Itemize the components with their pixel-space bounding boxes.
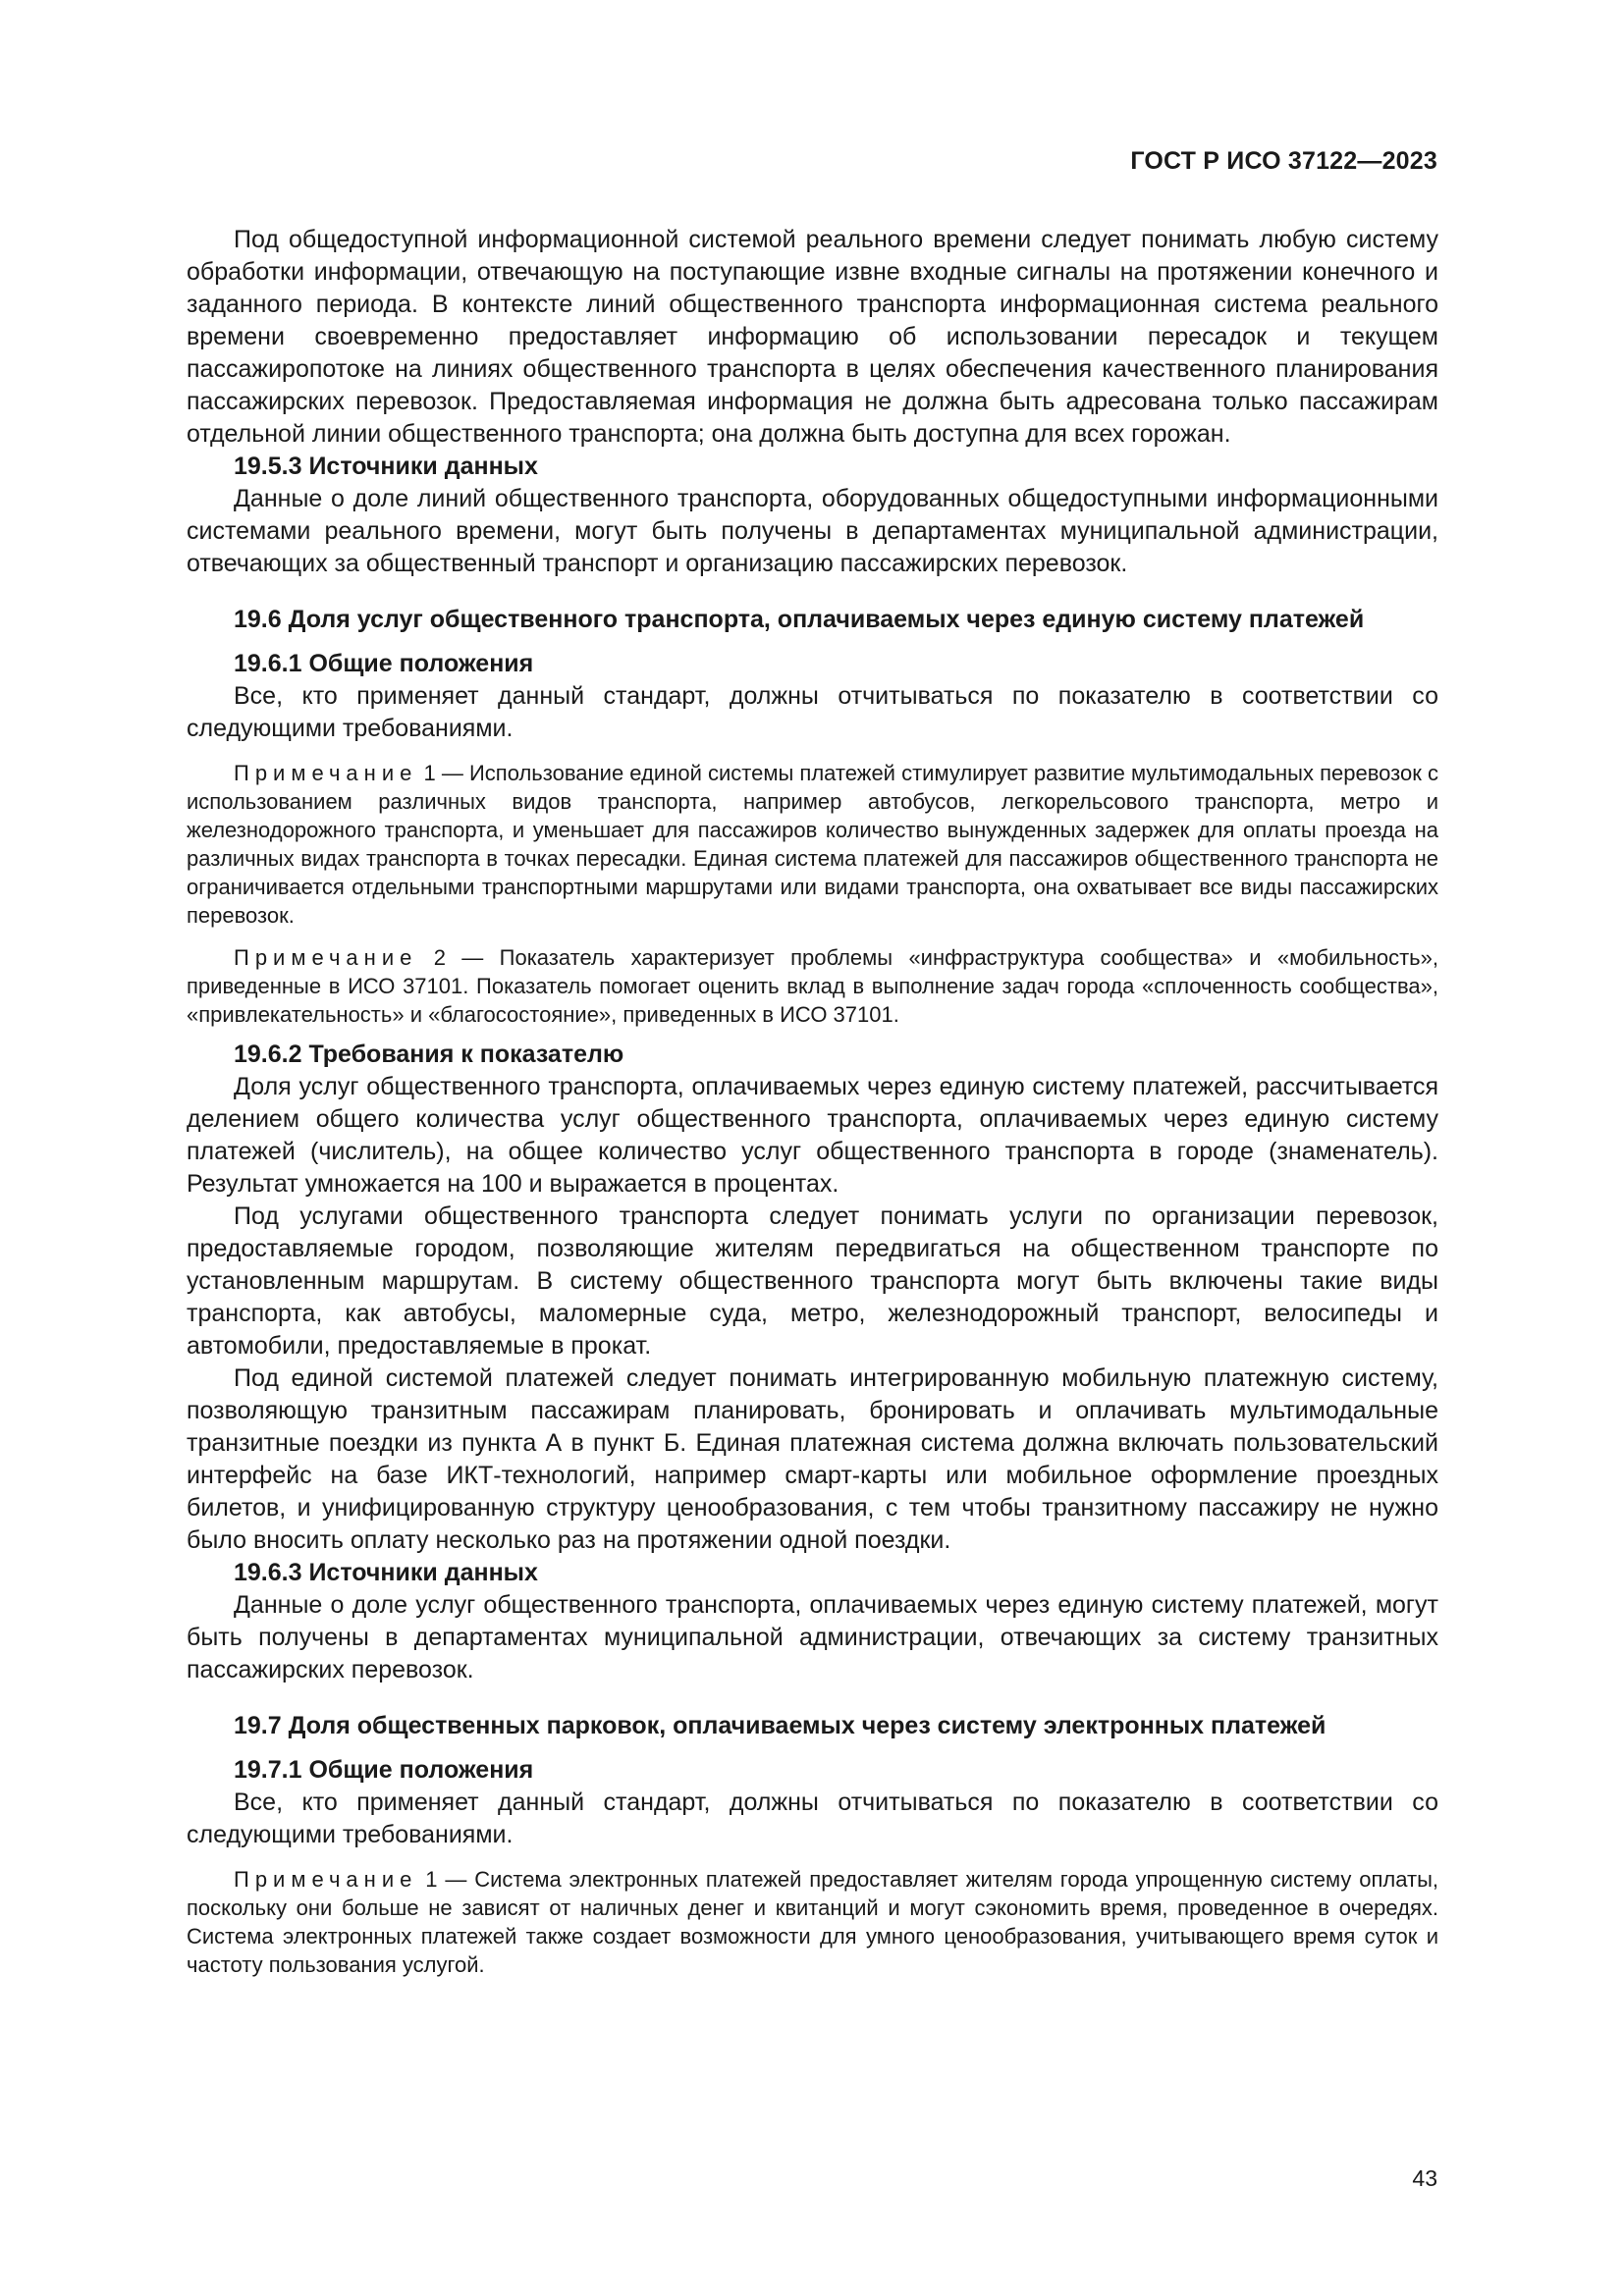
paragraph-19-6-3: Данные о доле услуг общественного транспорта, оплачиваемых через единую систему платежей, могут быть получены в департаментах муниципальной администрации, отвечающих за систему транзитных пассажирских перевозок.: [187, 1591, 1438, 1683]
paragraph-19-6-2-b: Под услугами общественного транспорта следует понимать услуги по организации перевозок, предоставляемые городом, позволяющие жителям передвигаться на общественном транспорте по установленным маршрутам. В систему общественного транспорта могут быть включены такие виды транспорта, как автобусы, маломерные суда, метро, железнодорожный транспорт, велосипеды и автомобили, предоставляемые в прокат.: [187, 1202, 1438, 1360]
heading-19-6-3: 19.6.3 Источники данных: [234, 1559, 538, 1586]
page-content: [187, 224, 1438, 1979]
note-label: Примечание: [234, 761, 418, 785]
note-text: 1 — Использование единой системы платежей стимулирует развитие мультимодальных перевозок с использованием различных видов транспорта, например автобусов, легкорельсового транспорта, метро и железнодорожного транспорта, и уменьшает для пассажиров количество вынужденных задержек для оплаты проезда на различных видах транспорта в точках пересадки. Единая система платежей для пассажиров общественного транспорта не ограничивается отдельными транспортными маршрутами или видами транспорта, она охватывает все виды пассажирских перевозок.: [187, 761, 1438, 928]
heading-19-7: 19.7 Доля общественных парковок, оплачиваемых через систему электронных платежей: [234, 1712, 1326, 1739]
paragraph-19-5-3: Данные о доле линий общественного транспорта, оборудованных общедоступными информационными системами реального времени, могут быть получены в департаментах муниципальной администрации, отвечающих за общественный транспорт и организацию пассажирских перевозок.: [187, 485, 1438, 577]
note-19-6-1-1: [187, 759, 1438, 930]
heading-19-6-2: 19.6.2 Требования к показателю: [234, 1041, 624, 1068]
paragraph-19-6-1: Все, кто применяет данный стандарт, должны отчитываться по показателю в соответствии со следующими требованиями.: [187, 682, 1438, 742]
paragraph-19-6-2-c: Под единой системой платежей следует понимать интегрированную мобильную платежную систему, позволяющую транзитным пассажирам планировать, бронировать и оплачивать мультимодальные транзитные поездки из пункта А в пункт Б. Единая платежная система должна включать пользовательский интерфейс на базе ИКТ-технологий, например смарт-карты или мобильное оформление проездных билетов, и унифицированную структуру ценообразования, с тем чтобы транзитному пассажиру не нужно было вносить оплату несколько раз на протяжении одной поездки.: [187, 1364, 1438, 1554]
heading-19-6: 19.6 Доля услуг общественного транспорта, оплачиваемых через единую систему платежей: [234, 606, 1365, 633]
note-19-6-1-2: [187, 943, 1438, 1029]
document-code-header: ГОСТ Р ИСО 37122—2023: [1130, 147, 1437, 175]
note-label: Примечание: [234, 945, 418, 970]
note-text: 2 — Показатель характеризует проблемы «инфраструктура сообщества» и «мобильность», приведенные в ИСО 37101. Показатель помогает оценить вклад в выполнение задач города «сплоченность сообщества», «привлекательность» и «благосостояние», приведенных в ИСО 37101.: [187, 945, 1438, 1027]
page-number: 43: [1412, 2165, 1437, 2191]
heading-19-5-3: 19.5.3 Источники данных: [234, 453, 538, 480]
paragraph-19-6-2-a: Доля услуг общественного транспорта, оплачиваемых через единую систему платежей, рассчитывается делением общего количества услуг общественного транспорта, оплачиваемых через единую систему платежей (числитель), на общее количество услуг общественного транспорта в городе (знаменатель). Результат умножается на 100 и выражается в процентах.: [187, 1073, 1438, 1198]
note-label: Примечание: [234, 1867, 418, 1892]
note-19-7-1-1: [187, 1865, 1438, 1979]
paragraph-realtime-definition: Под общедоступной информационной системой реального времени следует понимать любую систему обработки информации, отвечающую на поступающие извне входные сигналы на протяжении конечного и заданного периода. В контексте линий общественного транспорта информационная система реального времени своевременно предоставляет информацию об использовании пересадок и текущем пассажиропотоке на линиях общественного транспорта в целях обеспечения качественного планирования пассажирских перевозок. Предоставляемая информация не должна быть адресована только пассажирам отдельной линии общественного транспорта; она должна быть доступна для всех горожан.: [187, 226, 1438, 448]
note-text: 1 — Система электронных платежей предоставляет жителям города упрощенную систему оплаты, поскольку они больше не зависят от наличных денег и квитанций и могут сэкономить время, проведенное в очередях. Система электронных платежей также создает возможности для умного ценообразования, учитывающего время суток и частоту пользования услугой.: [187, 1867, 1438, 1977]
paragraph-19-7-1: Все, кто применяет данный стандарт, должны отчитываться по показателю в соответствии со следующими требованиями.: [187, 1789, 1438, 1848]
heading-19-7-1: 19.7.1 Общие положения: [234, 1756, 534, 1784]
heading-19-6-1: 19.6.1 Общие положения: [234, 650, 534, 677]
